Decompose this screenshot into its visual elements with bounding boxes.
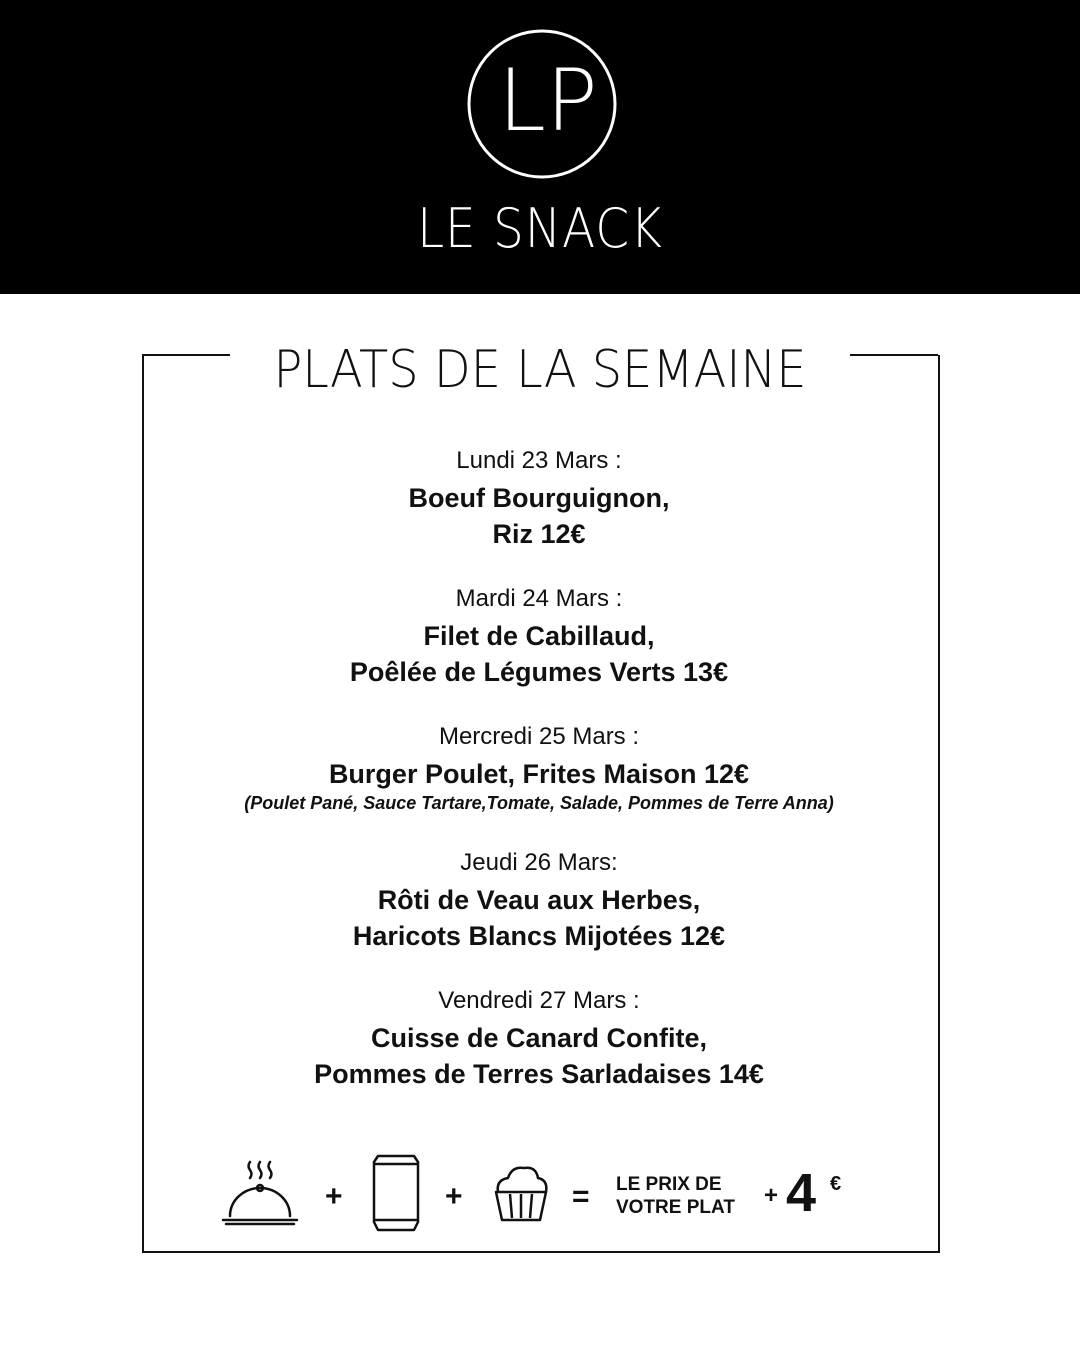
day-thursday <box>142 848 936 954</box>
promo-amount: 4 <box>786 1163 817 1223</box>
equals-sign: = <box>572 1180 590 1213</box>
promo-currency: € <box>830 1173 842 1195</box>
day-tuesday <box>142 584 936 690</box>
day-label: Jeudi 26 Mars: <box>460 849 618 876</box>
brand-name: LE SNACK <box>417 197 663 260</box>
day-friday <box>142 986 936 1092</box>
promo-text-line-1: LE PRIX DE <box>616 1174 722 1195</box>
promo-extra-plus: + <box>764 1182 779 1209</box>
drink-can-icon <box>372 1154 420 1232</box>
dish-line-2: Riz 12€ <box>492 519 586 549</box>
promo-text <box>616 1173 735 1219</box>
day-label: Vendredi 27 Mars : <box>438 987 640 1014</box>
plus-sign: + <box>445 1180 463 1213</box>
header-banner <box>0 0 1080 294</box>
dish-line-2: Haricots Blancs Mijotées 12€ <box>352 921 726 951</box>
dish-name <box>142 1020 936 1092</box>
dish-name <box>142 618 936 690</box>
dish-line-1: Cuisse de Canard Confite, <box>370 1023 708 1053</box>
dish-name <box>142 756 936 792</box>
dish-line-2: Poêlée de Légumes Verts 13€ <box>349 657 729 687</box>
cloche-icon <box>220 1158 300 1228</box>
plus-sign: + <box>325 1180 343 1213</box>
dish-line-1: Burger Poulet, Frites Maison 12€ <box>328 759 750 789</box>
lp-logo <box>466 28 618 180</box>
dish-line-1: Filet de Cabillaud, <box>423 621 655 651</box>
day-label: Mercredi 25 Mars : <box>438 723 640 750</box>
logo-monogram: LP <box>498 51 598 151</box>
menu-title: PLATS DE LA SEMAINE <box>273 340 807 400</box>
day-label: Mardi 24 Mars : <box>455 585 623 612</box>
dish-name <box>142 480 936 552</box>
dish-line-2: Pommes de Terres Sarladaises 14€ <box>314 1059 764 1089</box>
day-wednesday <box>142 722 936 814</box>
dish-line-1: Boeuf Bourguignon, <box>408 483 670 513</box>
dish-note: (Poulet Pané, Sauce Tartare,Tomate, Salade, Pommes de Terre Anna) <box>244 793 834 813</box>
dish-name <box>142 882 936 954</box>
dessert-icon <box>492 1162 550 1224</box>
day-label: Lundi 23 Mars : <box>456 447 622 474</box>
day-monday <box>142 446 936 552</box>
dish-line-1: Rôti de Veau aux Herbes, <box>377 885 701 915</box>
promo-text-line-2: VOTRE PLAT <box>616 1197 735 1218</box>
